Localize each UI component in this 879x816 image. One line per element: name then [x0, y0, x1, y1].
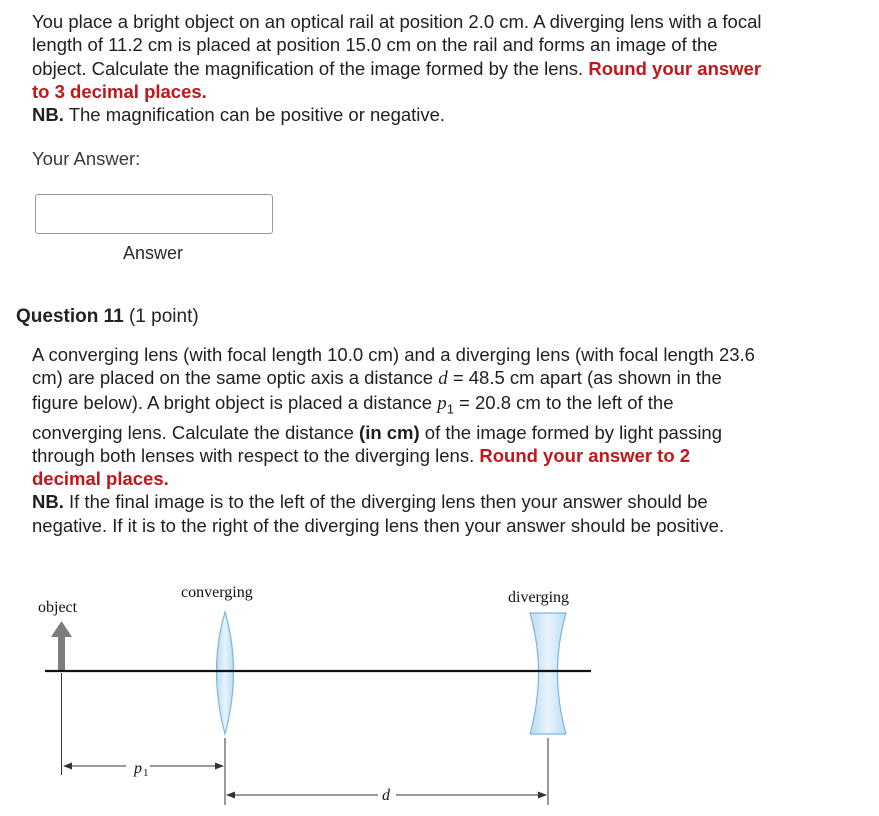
- diverging-lens: [530, 613, 566, 734]
- q11-body-1: A converging lens (with focal length 10.0 cm) and a diverging lens (with focal length 23.6 cm) are placed on the same optic axis a distance: [32, 344, 755, 389]
- q11-body-4: of the image formed by light passing through both lenses with respect to the diverging lens.: [32, 421, 723, 466]
- question-10-text: [32, 10, 762, 126]
- q11-p1-symbol: p: [437, 392, 447, 414]
- answer-input[interactable]: [35, 194, 273, 234]
- question-11-round-note: Round your answer to 2 decimal places.: [32, 444, 691, 490]
- p1-label: p: [134, 760, 142, 777]
- q11-p1-sub: 1: [446, 401, 454, 417]
- question-11-nb-text: If the final image is to the left of the diverging lens then your answer should be negative. If it is to the right of the diverging lens then your answer should be positive.: [32, 491, 725, 536]
- question-11-number: Question 11: [16, 306, 124, 327]
- q11-d-symbol: d: [438, 368, 448, 390]
- q11-in-cm: (in cm): [359, 421, 420, 443]
- converging-label: converging: [181, 584, 253, 601]
- object-label: object: [38, 599, 78, 616]
- diverging-label: diverging: [508, 589, 570, 606]
- question-11-points: (1 point): [128, 306, 199, 327]
- lens-diagram: [0, 570, 879, 816]
- object-arrow: [51, 621, 72, 672]
- question-10-nb-label: NB.: [32, 104, 64, 126]
- converging-lens: [217, 612, 234, 734]
- question-11-heading: [16, 306, 199, 328]
- question-10-round-note: Round your answer to 3 decimal places.: [32, 57, 762, 102]
- question-11-nb-label: NB.: [32, 491, 64, 513]
- p1-subscript: 1: [143, 767, 149, 779]
- your-answer-label: Your Answer:: [32, 148, 141, 169]
- d-label: d: [382, 787, 390, 804]
- q11-body-3: = 20.8 cm to the left of the converging lens. Calculate the distance: [32, 391, 674, 443]
- question-11-text: [32, 343, 762, 537]
- question-10-body: You place a bright object on an optical rail at position 2.0 cm. A diverging lens with a focal length of 11.2 cm is placed at position 15.0 cm on the rail and forms an image of the object. Calculate the magnification of the image formed by the lens.: [32, 11, 762, 79]
- answer-caption: Answer: [123, 243, 184, 263]
- question-10-nb-text: The magnification can be positive or negative.: [68, 104, 446, 126]
- q11-body-2: = 48.5 cm apart (as shown in the figure below). A bright object is placed a distance: [32, 367, 722, 413]
